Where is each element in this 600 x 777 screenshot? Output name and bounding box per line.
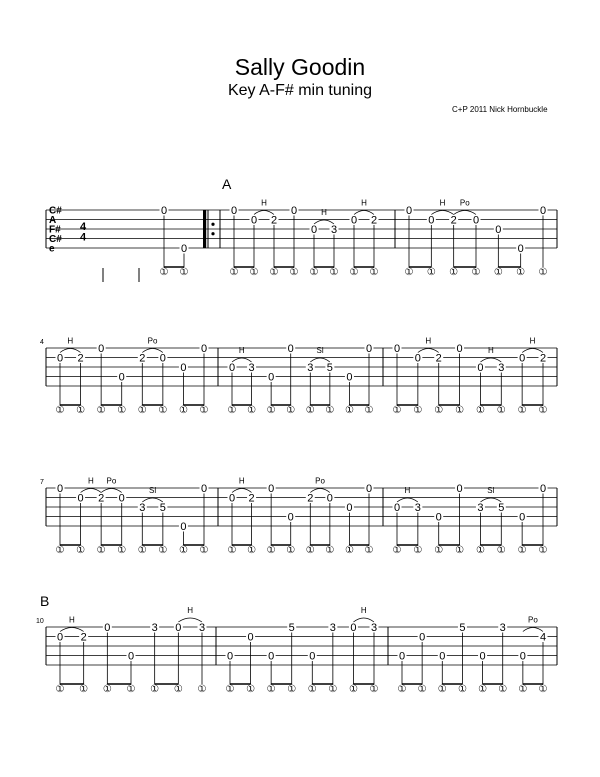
finger-mark: ① — [517, 405, 527, 416]
fret-number: 0 — [268, 371, 275, 384]
fret-number: 2 — [248, 492, 255, 505]
page-title: Sally Goodin — [234, 54, 366, 80]
fret-number: 3 — [329, 622, 336, 634]
technique-label: H — [321, 208, 327, 217]
technique-label: H — [261, 198, 267, 208]
fret-number: 3 — [414, 502, 421, 514]
fret-number: 0 — [104, 622, 111, 634]
fret-number: 0 — [118, 492, 125, 505]
fret-number: 0 — [539, 205, 547, 217]
finger-mark: ① — [249, 267, 259, 278]
fret-number: 5 — [326, 362, 333, 374]
fret-number: 0 — [428, 214, 435, 227]
finger-mark: ① — [287, 684, 297, 695]
fret-number: 0 — [287, 511, 294, 524]
finger-mark: ① — [158, 405, 168, 416]
finger-mark: ① — [496, 545, 506, 556]
finger-mark: ① — [434, 405, 444, 416]
finger-mark: ① — [266, 684, 276, 695]
repeat-dot — [211, 232, 214, 235]
finger-mark: ① — [126, 684, 136, 695]
fret-number: 0 — [175, 622, 182, 634]
finger-mark: ① — [269, 267, 279, 278]
technique-label: H — [87, 476, 94, 486]
finger-mark: ① — [364, 405, 374, 416]
fret-number: 3 — [498, 362, 505, 374]
finger-mark: ① — [227, 545, 237, 556]
technique-label: H — [67, 336, 74, 346]
finger-mark: ① — [96, 545, 106, 556]
fret-number: 2 — [77, 352, 84, 365]
finger-mark: ① — [329, 267, 339, 278]
fret-number: 3 — [139, 502, 146, 514]
fret-number: 3 — [248, 362, 255, 374]
fret-number: 3 — [198, 622, 206, 634]
tuning-subtitle: Key A-F# min tuning — [227, 82, 373, 99]
fret-number: 3 — [151, 622, 158, 634]
fret-number: 0 — [477, 362, 484, 374]
fret-number: 0 — [180, 243, 188, 255]
finger-mark: ① — [475, 405, 485, 416]
finger-mark: ① — [227, 405, 237, 416]
fret-number: 5 — [459, 622, 466, 634]
tuning-label: C# — [49, 234, 62, 245]
fret-number: 3 — [330, 224, 338, 236]
finger-mark: ① — [455, 405, 465, 416]
fret-number: 0 — [268, 650, 275, 663]
fret-number: 0 — [56, 352, 64, 365]
finger-mark: ① — [286, 545, 296, 556]
fret-number: 3 — [370, 622, 378, 634]
fret-number: 0 — [517, 243, 524, 255]
section-label-a: A — [222, 176, 232, 192]
fret-number: 0 — [77, 492, 84, 505]
fret-number: 3 — [307, 362, 314, 374]
finger-mark: ① — [475, 545, 485, 556]
fret-number: 0 — [180, 362, 187, 374]
fret-number: 0 — [519, 650, 526, 663]
finger-mark: ① — [247, 405, 257, 416]
finger-mark: ① — [493, 267, 503, 278]
fret-number: 4 — [539, 631, 547, 644]
fret-number: 2 — [435, 352, 442, 365]
repeat-thick-bar — [203, 210, 206, 248]
measure-number: 7 — [40, 479, 44, 486]
technique-label: H — [361, 198, 367, 208]
finger-mark: ① — [538, 545, 548, 556]
finger-mark: ① — [518, 684, 528, 695]
fret-number: 0 — [56, 483, 64, 495]
finger-mark: ① — [246, 684, 256, 695]
finger-mark: ① — [178, 545, 188, 556]
fret-number: 5 — [159, 502, 166, 514]
finger-mark: ① — [266, 405, 276, 416]
finger-mark: ① — [305, 545, 315, 556]
finger-mark: ① — [325, 545, 335, 556]
finger-mark: ① — [437, 684, 447, 695]
time-signature-top: 4 — [80, 221, 87, 234]
tuning-label: A — [49, 215, 57, 226]
fret-number: 5 — [498, 502, 505, 514]
fret-number: 0 — [398, 650, 406, 663]
technique-label: Po — [147, 336, 158, 346]
measure-number: 10 — [36, 618, 44, 625]
finger-mark: ① — [417, 684, 427, 695]
technique-label: H — [238, 476, 245, 486]
technique-label: H — [529, 336, 536, 346]
technique-label: H — [238, 346, 245, 355]
fret-number: 0 — [495, 224, 502, 236]
fret-number: 0 — [200, 343, 208, 355]
time-signature-bottom: 4 — [80, 231, 87, 244]
fret-number: 0 — [419, 631, 426, 644]
finger-mark: ① — [179, 267, 189, 278]
fret-number: 2 — [270, 214, 278, 227]
finger-mark: ① — [349, 267, 359, 278]
finger-mark: ① — [348, 684, 358, 695]
fret-number: 0 — [56, 631, 64, 644]
fret-number: 0 — [228, 362, 236, 374]
finger-mark: ① — [325, 405, 335, 416]
finger-mark: ① — [76, 545, 86, 556]
fret-number: 2 — [370, 214, 378, 227]
fret-number: 5 — [288, 622, 295, 634]
finger-mark: ① — [344, 545, 354, 556]
fret-number: 0 — [539, 483, 547, 495]
finger-mark: ① — [55, 405, 65, 416]
fret-number: 0 — [365, 343, 373, 355]
finger-mark: ① — [137, 545, 147, 556]
section-label-b: B — [40, 593, 50, 609]
finger-mark: ① — [404, 267, 414, 278]
finger-mark: ① — [392, 545, 402, 556]
fret-number: 0 — [439, 650, 446, 663]
finger-mark: ① — [178, 405, 188, 416]
finger-mark: ① — [538, 405, 548, 416]
finger-mark: ① — [150, 684, 160, 695]
fret-number: 0 — [268, 483, 275, 495]
finger-mark: ① — [517, 545, 527, 556]
fret-number: 0 — [519, 352, 526, 365]
fret-number: 0 — [346, 371, 353, 384]
fret-number: 0 — [435, 511, 442, 524]
fret-number: 2 — [98, 492, 105, 505]
finger-mark: ① — [55, 684, 65, 695]
technique-label: H — [404, 486, 411, 495]
finger-mark: ① — [158, 545, 168, 556]
finger-mark: ① — [173, 684, 183, 695]
fret-number: 0 — [414, 352, 421, 365]
technique-label: Po — [106, 476, 117, 486]
measure-number: 4 — [40, 339, 44, 346]
fret-number: 2 — [139, 352, 146, 365]
finger-mark: ① — [426, 267, 436, 278]
finger-mark: ① — [344, 405, 354, 416]
finger-mark: ① — [392, 405, 402, 416]
finger-mark: ① — [199, 405, 209, 416]
fret-number: 0 — [118, 371, 125, 384]
finger-mark: ① — [229, 267, 239, 278]
fret-number: 0 — [456, 343, 463, 355]
fret-number: 0 — [228, 492, 236, 505]
technique-label: Sl — [316, 346, 324, 355]
technique-label: H — [425, 336, 432, 346]
fret-number: 0 — [159, 352, 166, 365]
fret-number: 0 — [393, 502, 401, 514]
finger-mark: ① — [102, 684, 112, 695]
fret-number: 0 — [160, 205, 168, 217]
copyright-notice: C+P 2011 Nick Hornbuckle — [452, 105, 548, 114]
finger-mark: ① — [55, 545, 65, 556]
technique-label: H — [360, 606, 367, 615]
fret-number: 0 — [472, 214, 480, 227]
fret-number: 0 — [309, 650, 316, 663]
fret-number: 0 — [479, 650, 486, 663]
finger-mark: ① — [496, 405, 506, 416]
finger-mark: ① — [478, 684, 488, 695]
finger-mark: ① — [266, 545, 276, 556]
fret-number: 0 — [287, 343, 294, 355]
tuning-label: C# — [49, 205, 62, 217]
finger-mark: ① — [434, 545, 444, 556]
fret-number: 3 — [477, 502, 484, 514]
technique-label: H — [439, 198, 446, 208]
tuning-label: F# — [49, 224, 61, 236]
fret-number: 0 — [310, 224, 318, 236]
technique-label: Po — [459, 198, 470, 208]
fret-number: 0 — [127, 650, 135, 663]
finger-mark: ① — [538, 267, 548, 278]
finger-mark: ① — [538, 684, 548, 695]
fret-number: 0 — [200, 483, 208, 495]
finger-mark: ① — [364, 545, 374, 556]
finger-mark: ① — [369, 267, 379, 278]
finger-mark: ① — [471, 267, 481, 278]
finger-mark: ① — [197, 684, 207, 695]
finger-mark: ① — [76, 405, 86, 416]
fret-number: 0 — [405, 205, 413, 217]
fret-number: 0 — [98, 343, 105, 355]
fret-number: 0 — [350, 214, 358, 227]
finger-mark: ① — [397, 684, 407, 695]
finger-mark: ① — [457, 684, 467, 695]
finger-mark: ① — [309, 267, 319, 278]
fret-number: 3 — [499, 622, 506, 634]
fret-number: 0 — [247, 631, 254, 644]
fret-number: 0 — [226, 650, 234, 663]
finger-mark: ① — [79, 684, 89, 695]
fret-number: 0 — [519, 511, 526, 524]
finger-mark: ① — [413, 405, 423, 416]
fret-number: 0 — [250, 214, 258, 227]
fret-number: 2 — [450, 214, 457, 227]
finger-mark: ① — [159, 267, 169, 278]
technique-label: H — [187, 606, 194, 615]
tuning-label: e — [49, 243, 55, 255]
technique-label: Po — [315, 476, 325, 486]
fret-number: 0 — [180, 521, 187, 533]
fret-number: 0 — [290, 205, 298, 217]
fret-number: 0 — [346, 502, 353, 514]
finger-mark: ① — [498, 684, 508, 695]
fret-number: 0 — [230, 205, 238, 217]
finger-mark: ① — [307, 684, 317, 695]
finger-mark: ① — [413, 545, 423, 556]
finger-mark: ① — [199, 545, 209, 556]
finger-mark: ① — [96, 405, 106, 416]
finger-mark: ① — [117, 545, 127, 556]
finger-mark: ① — [449, 267, 459, 278]
fret-number: 0 — [350, 622, 357, 634]
fret-number: 2 — [539, 352, 547, 365]
fret-number: 0 — [326, 492, 333, 505]
finger-mark: ① — [369, 684, 379, 695]
finger-mark: ① — [137, 405, 147, 416]
fret-number: 2 — [307, 492, 314, 505]
finger-mark: ① — [247, 545, 257, 556]
technique-label: H — [68, 615, 75, 625]
technique-label: Sl — [487, 486, 495, 495]
finger-mark: ① — [455, 545, 465, 556]
fret-number: 2 — [80, 631, 87, 644]
fret-number: 0 — [393, 343, 401, 355]
technique-label: H — [487, 346, 494, 355]
repeat-dot — [211, 223, 214, 226]
finger-mark: ① — [286, 405, 296, 416]
finger-mark: ① — [305, 405, 315, 416]
finger-mark: ① — [328, 684, 338, 695]
finger-mark: ① — [516, 267, 526, 278]
fret-number: 0 — [365, 483, 373, 495]
finger-mark: ① — [289, 267, 299, 278]
finger-mark: ① — [117, 405, 127, 416]
finger-mark: ① — [225, 684, 235, 695]
fret-number: 0 — [456, 483, 463, 495]
technique-label: Po — [528, 615, 538, 625]
technique-label: Sl — [149, 486, 157, 495]
